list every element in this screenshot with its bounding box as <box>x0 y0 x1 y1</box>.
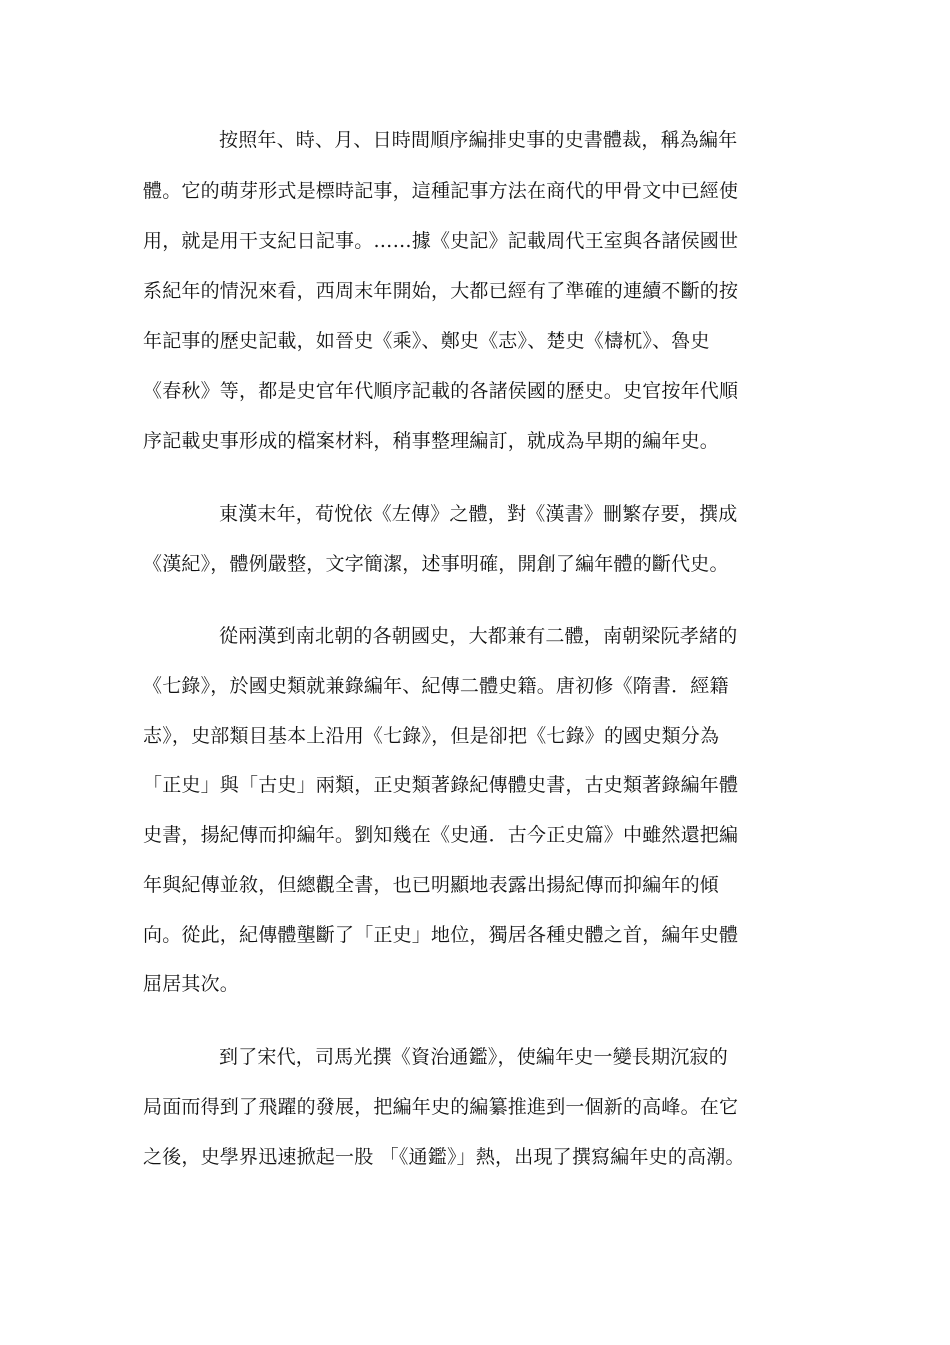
text-line: 《漢紀》，體例嚴整，文字簡潔，述事明確，開創了編年體的斷代史。 <box>143 553 729 575</box>
text-line: 向。從此，紀傳體壟斷了「正史」地位，獨居各種史體之首，編年史體 <box>143 924 739 946</box>
text-line: 從兩漢到南北朝的各朝國史，大都兼有二體，南朝梁阮孝緒的 <box>219 625 738 647</box>
text-line: 到了宋代，司馬光撰《資治通鑑》，使編年史一變長期沉寂的 <box>219 1046 728 1068</box>
text-line: 東漢末年，荀悅依《左傳》之體，對《漢書》刪繁存要，撰成 <box>219 503 738 525</box>
text-line: 體。它的萌芽形式是標時記事，這種記事方法在商代的甲骨文中已經使 <box>143 180 739 202</box>
text-line: 「正史」與「古史」兩類，正史類著錄紀傳體史書，古史類著錄編年體 <box>143 774 739 796</box>
text-line: 系紀年的情況來看，西周末年開始，大都已經有了準確的連續不斷的按 <box>143 280 739 302</box>
text-line: 《春秋》等，都是史官年代順序記載的各諸侯國的歷史。史官按年代順 <box>143 380 739 402</box>
text-line: 之後，史學界迅速掀起一股 「《通鑑》」熱，出現了撰寫編年史的高潮。 <box>143 1146 745 1168</box>
text-line: 按照年、時、月、日時間順序編排史事的史書體裁，稱為編年 <box>219 129 738 151</box>
text-line: 志》，史部類目基本上沿用《七錄》，但是卻把《七錄》的國史類分為 <box>143 725 720 747</box>
text-line: 屈居其次。 <box>143 973 240 995</box>
text-line: 用，就是用干支紀日記事。……據《史記》記載周代王室與各諸侯國世 <box>143 230 739 252</box>
text-line: 《七錄》，於國史類就兼錄編年、紀傳二體史籍。唐初修《隋書．經籍 <box>143 675 729 697</box>
text-line: 年與紀傳並敘，但總觀全書，也已明顯地表露出揚紀傳而抑編年的傾 <box>143 874 720 896</box>
text-line: 局面而得到了飛躍的發展，把編年史的編纂推進到一個新的高峰。在它 <box>143 1096 739 1118</box>
text-line: 年記事的歷史記載，如晉史《乘》、鄭史《志》、楚史《檮杌》、魯史 <box>143 330 710 352</box>
text-line: 序記載史事形成的檔案材料，稍事整理編訂，就成為早期的編年史。 <box>143 430 720 452</box>
text-line: 史書，揚紀傳而抑編年。劉知幾在《史通．古今正史篇》中雖然還把編 <box>143 824 739 846</box>
